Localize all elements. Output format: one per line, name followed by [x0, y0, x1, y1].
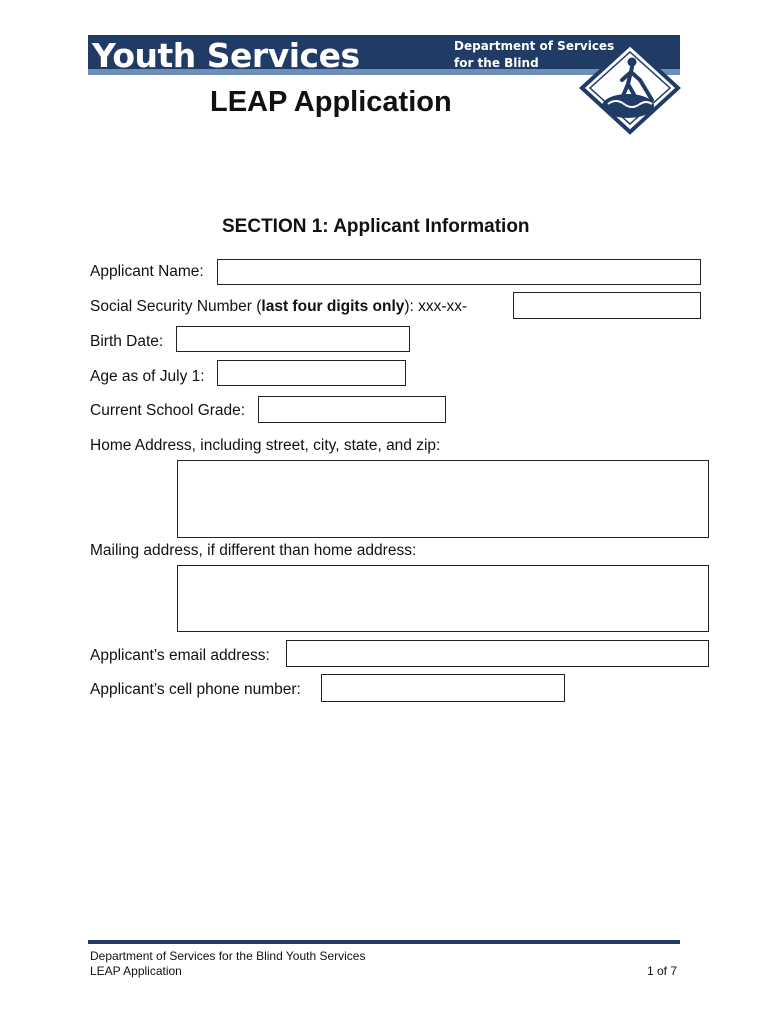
birth-date-label: Birth Date: — [90, 333, 164, 350]
department-line-1: Department of Services — [454, 39, 615, 53]
email-label: Applicant’s email address: — [90, 647, 270, 664]
birth-date-input[interactable] — [176, 326, 410, 352]
mailing-address-label: Mailing address, if different than home address: — [90, 542, 417, 559]
person-with-cane-globe-icon — [578, 40, 682, 136]
footer-organization: Department of Services for the Blind Youth Services — [90, 949, 366, 963]
ssn-label — [90, 298, 467, 316]
email-input[interactable] — [286, 640, 709, 667]
cell-phone-label: Applicant’s cell phone number: — [90, 681, 301, 698]
banner-title: Youth Services — [92, 36, 360, 75]
ssn-label-suffix: ): xxx-xx- — [404, 298, 468, 315]
ssn-last-four-input[interactable] — [513, 292, 701, 319]
cell-phone-input[interactable] — [321, 674, 565, 702]
age-input[interactable] — [217, 360, 406, 386]
applicant-name-input[interactable] — [217, 259, 701, 285]
document-title: LEAP Application — [210, 86, 452, 118]
home-address-input[interactable] — [177, 460, 709, 538]
page-number: 1 of 7 — [647, 964, 678, 978]
applicant-name-label: Applicant Name: — [90, 263, 204, 280]
home-address-label: Home Address, including street, city, state, and zip: — [90, 437, 441, 454]
school-grade-label: Current School Grade: — [90, 402, 246, 419]
footer-document-name: LEAP Application — [90, 964, 182, 978]
ssn-label-prefix: Social Security Number ( — [90, 298, 262, 315]
footer-rule — [88, 940, 680, 944]
school-grade-input[interactable] — [258, 396, 446, 423]
section-title: SECTION 1: Applicant Information — [222, 216, 530, 237]
age-label: Age as of July 1: — [90, 368, 205, 385]
department-line-2: for the Blind — [454, 56, 539, 70]
ssn-label-bold: last four digits only — [261, 298, 405, 315]
mailing-address-input[interactable] — [177, 565, 709, 632]
